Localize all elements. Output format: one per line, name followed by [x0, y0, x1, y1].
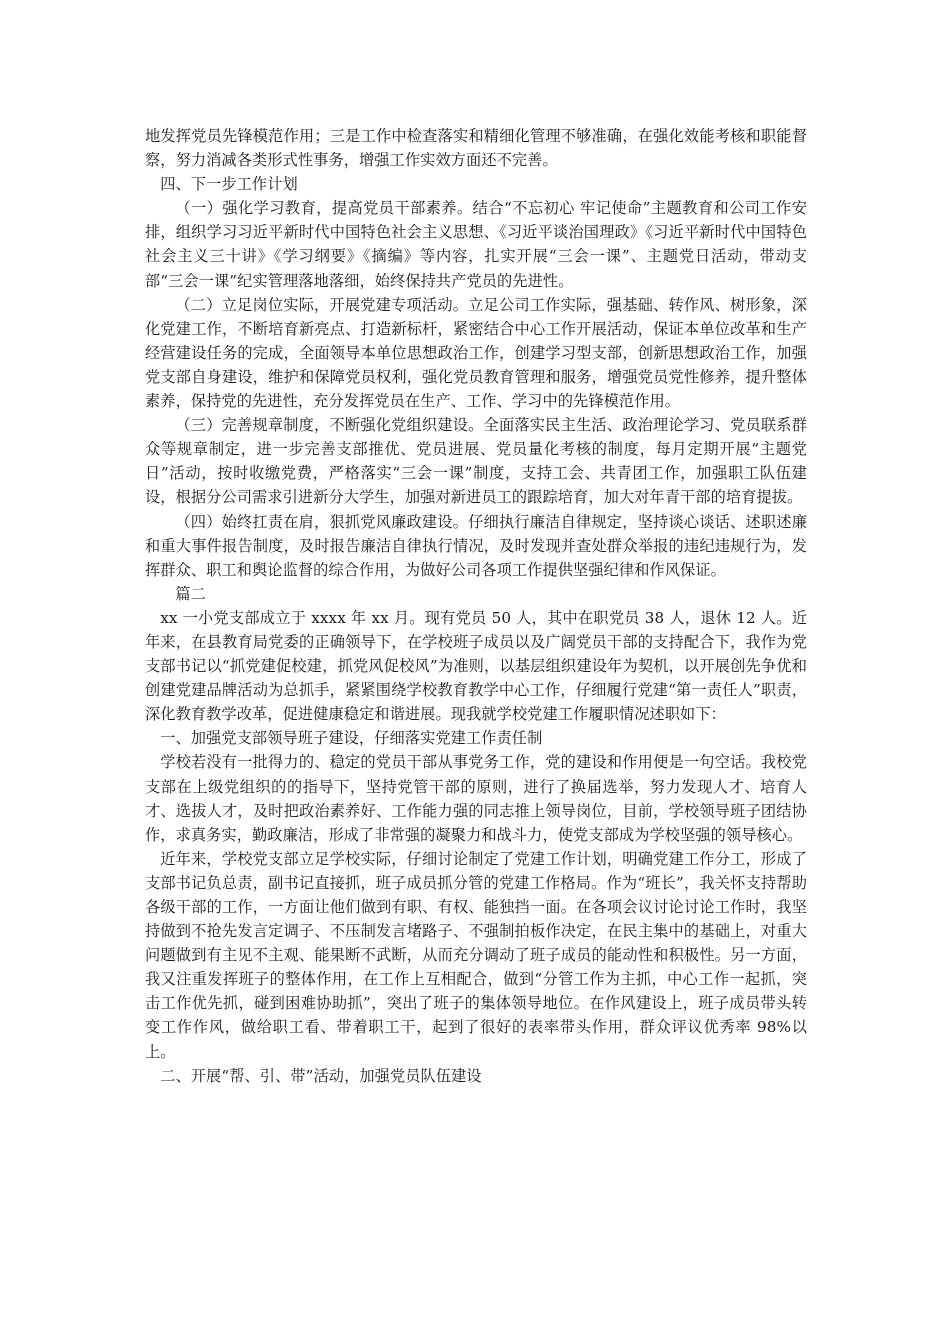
paragraph-section-one-a: 学校若没有一批得力的、稳定的党员干部从事党务工作，党的建设和作用便是一句空话。我校党支部在上级党组织的的指导下，坚持党管干部的原则，进行了换届选举，努力发现人才、培育人才、选拔人才，及时把政治素养好、工作能力强的同志推上领导岗位，目前，学校领导班子团结协作，求真务实，勤政廉洁，形成了非常强的凝聚力和战斗力，使党支部成为学校坚强的领导核心。 — [145, 753, 807, 844]
paragraph-continued: 地发挥党员先锋模范作用；三是工作中检查落实和精细化管理不够准确，在强化效能考核和职能督察，努力消减各类形式性事务，增强工作实效方面还不完善。 — [145, 127, 807, 170]
paragraph-plan-1: （一）强化学习教育，提高党员干部素养。结合“不忘初心 牢记使命”主题教育和公司工作安排，组织学习习近平新时代中国特色社会主义思想、《习近平谈治国理政》《习近平新时代中国特色社会主义三十讲》《学习纲要》《摘编》等内容，扎实开展“三会一课”、主题党日活动，带动支部“三会一课”纪实管理落地落细，始终保持共产党员的先进性。 — [145, 199, 807, 290]
paragraph-plan-4: （四）始终扛责在肩，狠抓党风廉政建设。仔细执行廉洁自律规定，坚持谈心谈话、述职述廉和重大事件报告制度，及时报告廉洁自律执行情况，及时发现并查处群众举报的违纪违规行为，发挥群众、职工和舆论监督的综合作用，为做好公司各项工作提供坚强纪律和作风保证。 — [145, 512, 807, 579]
paragraph-plan-3: （三）完善规章制度，不断强化党组织建设。全面落实民主生活、政治理论学习、党员联系群众等规章制定，进一步完善支部推优、党员进展、党员量化考核的制度，每月定期开展“主题党日”活动，按时收缴党费，严格落实“三会一课”制度，支持工会、共青团工作，加强职工队伍建设，根据分公司需求引进新分大学生，加强对新进员工的跟踪培育，加大对年青干部的培育提拔。 — [145, 416, 807, 507]
paragraph-plan-2: （二）立足岗位实际，开展党建专项活动。立足公司工作实际，强基础、转作风、树形象，深化党建工作，不断培育新亮点、打造新标杆，紧密结合中心工作开展活动，保证本单位改革和生产经营建设任务的完成，全面领导本单位思想政治工作，创建学习型支部，创新思想政治工作，加强党支部自身建设，维护和保障党员权利，强化党员教育管理和服务，增强党员党性修养，提升整体素养，保持党的先进性，充分发挥党员在生产、工作、学习中的先锋模范作用。 — [145, 295, 807, 411]
section-label-part-two: 篇二 — [175, 584, 206, 603]
section-heading-next-plan: 四、下一步工作计划 — [160, 175, 298, 194]
section-heading-one: 一、加强党支部领导班子建设，仔细落实党建工作责任制 — [160, 729, 543, 748]
section-heading-two: 二、开展“帮、引、带”活动，加强党员队伍建设 — [160, 1066, 482, 1085]
paragraph-section-one-b: 近年来，学校党支部立足学校实际，仔细讨论制定了党建工作计划，明确党建工作分工，形成了支部书记负总责，副书记直接抓，班子成员抓分管的党建工作格局。作为“班长”，我关怀支持帮助各级干部的工作，一方面让他们做到有职、有权、能独挡一面。在各项会议讨论讨论工作时，我坚持做到不抢先发言定调子、不压制发言堵路子、不强制拍板作决定，在民主集中的基础上，对重大问题做到有主见不主观、能果断不武断，从而充分调动了班子成员的能动性和积极性。另一方面，我又注重发挥班子的整体作用，在工作上互相配合，做到“分管工作为主抓，中心工作一起抓，突击工作优先抓，碰到困难协助抓”，突出了班子的集体领导地位。在作风建设上，班子成员带头转变工作作风，做给职工看、带着职工干，起到了很好的表率带头作用，群众评议优秀率 98%以上。 — [145, 849, 807, 1061]
paragraph-intro: xx 一小党支部成立于 xxxx 年 xx 月。现有党员 50 人，其中在职党员 38 人，退休 12 人。近年来，在县教育局党委的正确领导下，在学校班子成员以及广阔党员干部的支持配合下，我作为党支部书记以“抓党建促校建，抓党风促校风”为准则，以基层组织建设年为契机，以开展创先争优和创建党建品牌活动为总抓手，紧紧围绕学校教育教学中心工作，仔细履行党建“第一责任人”职责，深化教育教学改革，促进健康稳定和谐进展。现我就学校党建工作履职情况述职如下： — [145, 608, 807, 724]
document-page — [145, 124, 807, 1088]
